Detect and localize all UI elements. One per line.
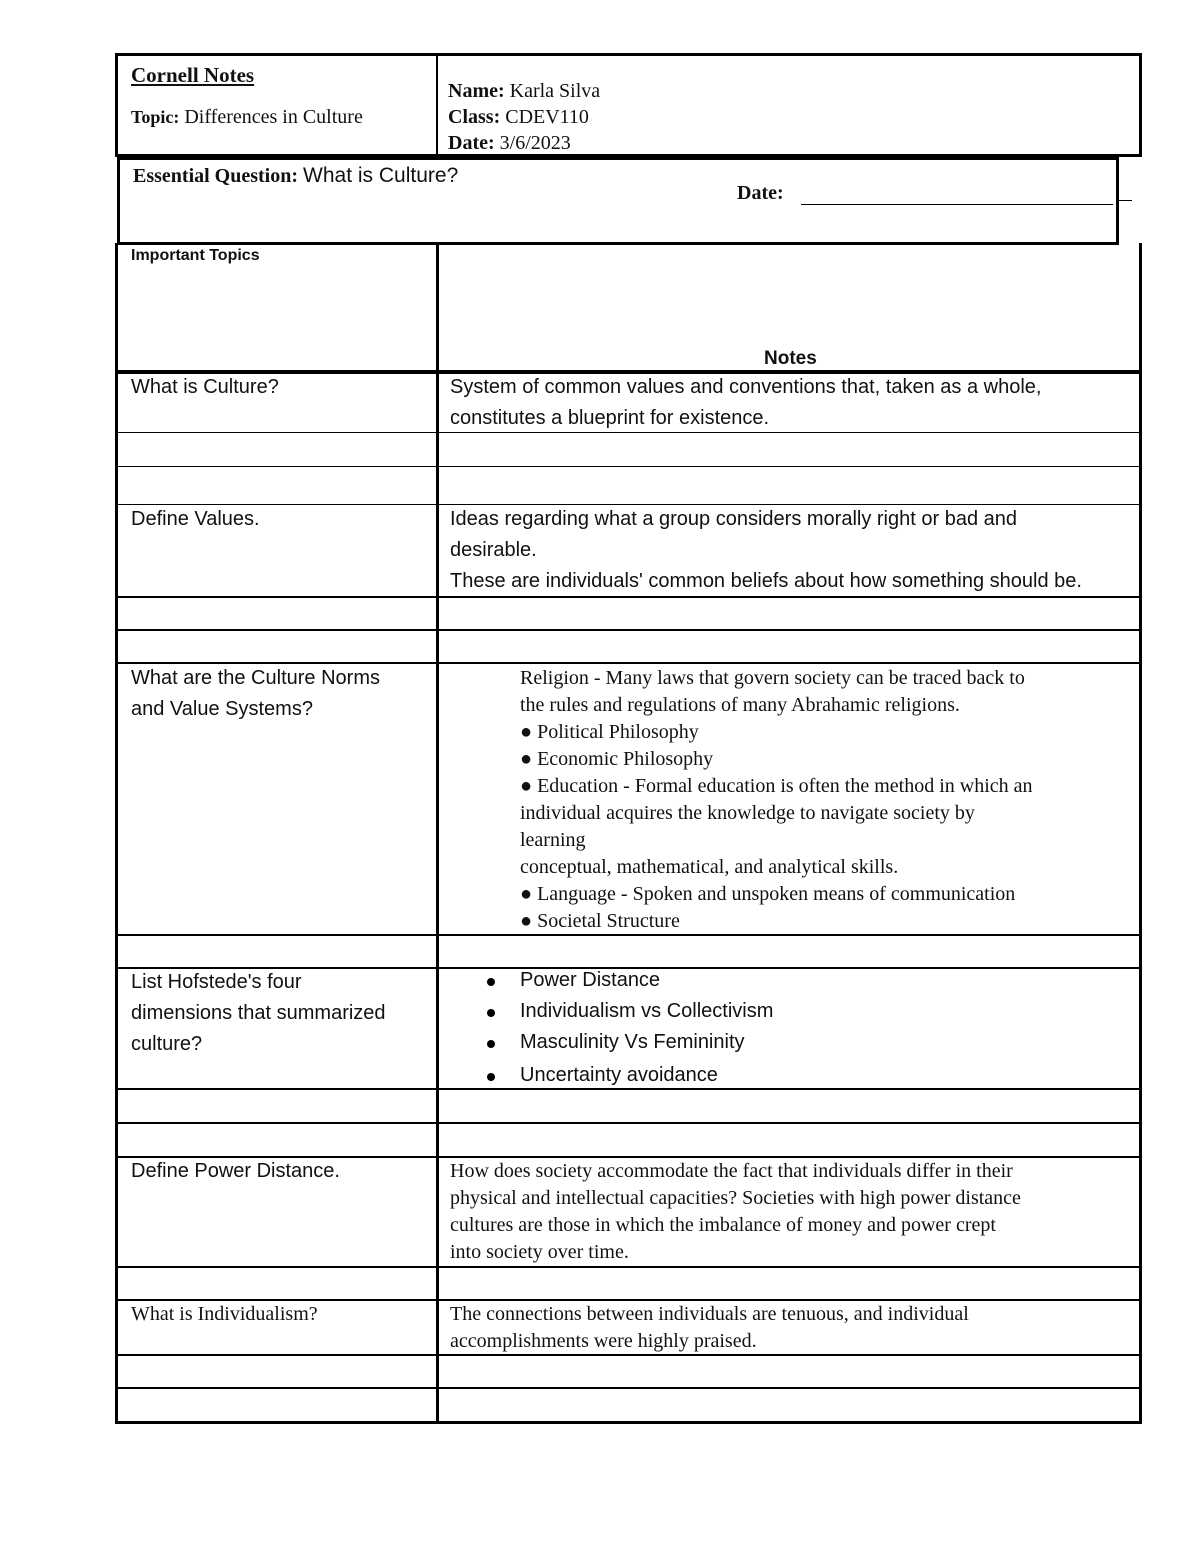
note-power-distance [450,1158,1021,1266]
essential-question [133,164,458,188]
topic-individualism: What is Individualism? [131,1303,318,1325]
note-line: ● Political Philosophy [520,721,699,743]
note-culture-norms [520,665,1033,935]
essential-question-text: What is Culture? [303,164,459,187]
bullet-icon [487,1073,495,1081]
note-line: conceptual, mathematical, and analytical skills. [520,856,899,878]
header-box [115,53,1142,157]
note-line: Ideas regarding what a group considers morally right or bad and [450,508,1017,530]
note-line: individual acquires the knowledge to navigate society by [520,802,975,824]
list-item [520,1060,773,1091]
row-rule [118,1266,1139,1268]
class-label: Class: [448,106,501,128]
note-line: System of common values and conventions that, taken as a whole, [450,376,1042,398]
header-divider [436,56,438,154]
topic-value: Differences in Culture [184,106,363,128]
hofstede-list [520,965,773,1091]
topic-hofstede [131,967,386,1060]
note-hofstede [520,965,773,1091]
notes-grid [115,243,1142,1424]
note-line: physical and intellectual capacities? Societies with high power distance [450,1187,1021,1209]
list-item [520,1027,773,1058]
essential-date-blank [801,204,1113,205]
topic-line: and Value Systems? [131,698,313,720]
topic-define-values: Define Values. [131,508,260,530]
name-line [448,78,600,104]
row-rule [118,1122,1139,1124]
date-label: Date: [448,132,495,154]
bullet-text: Uncertainty avoidance [520,1064,718,1086]
document-title: Cornell Notes [131,63,255,87]
row-rule [118,629,1139,631]
note-line: the rules and regulations of many Abrahamic religions. [520,694,960,716]
class-value: CDEV110 [505,106,589,128]
topic-line: List Hofstede's four [131,971,302,993]
note-line: ● Language - Spoken and unspoken means of communication [520,883,1016,905]
column-divider [436,243,439,1421]
note-line: learning [520,829,586,851]
name-label: Name: [448,80,505,102]
essential-question-label: Essential Question: [133,165,299,187]
name-value: Karla Silva [509,80,601,102]
topic-line [131,106,363,129]
note-what-is-culture [450,372,1041,434]
class-line [448,104,600,130]
bullet-text: Individualism vs Collectivism [520,1000,774,1022]
topic-culture-norms [131,663,380,725]
note-line: How does society accommodate the fact that individuals differ in their [450,1160,1013,1182]
note-individualism [450,1301,969,1355]
topic-line: dimensions that summarized [131,1002,386,1024]
note-define-values [450,504,1082,597]
note-line: These are individuals' common beliefs about how something should be. [450,570,1082,592]
topic-what-is-culture: What is Culture? [131,376,279,398]
note-line: ● Education - Formal education is often the method in which an [520,775,1033,797]
bullet-text: Masculinity Vs Femininity [520,1031,745,1053]
bullet-icon [487,1009,495,1017]
essential-question-box [117,157,1119,245]
date-line [448,130,600,156]
student-info [448,78,600,156]
note-line: Religion - Many laws that govern society can be traced back to [520,667,1025,689]
row-rule [118,466,1139,467]
note-line: constitutes a blueprint for existence. [450,407,770,429]
row-rule [118,1387,1139,1389]
note-line: cultures are those in which the imbalance of money and power crept [450,1214,996,1236]
topic-line: What are the Culture Norms [131,667,380,689]
topic-label: Topic: [131,107,180,127]
topic-power-distance: Define Power Distance. [131,1160,340,1182]
note-line: ● Economic Philosophy [520,748,714,770]
date-line-tail [1118,200,1132,201]
bullet-icon [487,978,495,986]
essential-date-label: Date: [737,182,784,204]
list-item [520,996,773,1027]
bullet-icon [487,1040,495,1048]
date-value: 3/6/2023 [499,132,571,154]
note-line: desirable. [450,539,537,561]
bullet-text: Power Distance [520,969,661,991]
topic-line: culture? [131,1033,203,1055]
note-line: ● Societal Structure [520,910,680,932]
note-line: The connections between individuals are tenuous, and individual [450,1303,969,1325]
important-topics-header: Important Topics [131,247,260,264]
note-line: into society over time. [450,1241,629,1263]
note-line: accomplishments were highly praised. [450,1330,757,1352]
notes-header: Notes [764,348,817,369]
list-item [520,965,773,996]
